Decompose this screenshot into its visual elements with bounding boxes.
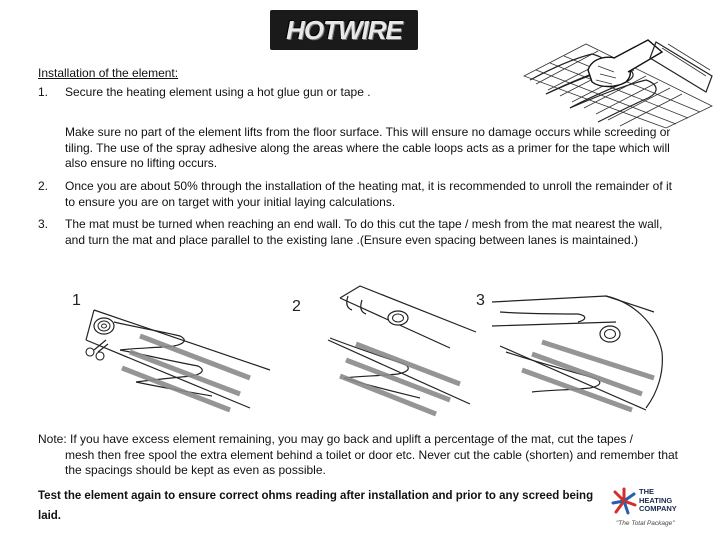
closing-instruction: Test the element again to ensure correct ohms reading after installation and prior to any screed being laid. [38,490,594,522]
step-number: 3. [38,217,49,231]
figure-label-3: 3 [476,292,485,309]
heating-cable-strips [122,336,250,410]
hand-icon [588,40,662,87]
figure-label-1: 1 [72,292,81,309]
scissors-icon [86,340,108,360]
hotwire-logo [270,10,418,50]
figure-label-2: 2 [292,298,301,315]
figure-1-illustration [80,300,280,420]
heating-company-logo [608,486,704,530]
mat-roll-icon [600,326,620,342]
step-item [38,179,688,211]
step-number: 2. [38,179,49,193]
mat-roll-icon [388,311,408,325]
starburst-icon [610,486,638,516]
mat-laying-illustration [516,36,716,130]
section-heading: Installation of the element: [38,66,179,80]
step-item [38,217,688,265]
step-text: Once you are about 50% through the installation of the heating mat, it is recommended to unroll the remainder of it to ensure you are on target with your initial laying calculations. [65,179,673,209]
step-number: 1. [38,85,49,99]
brand-name: THE HEATING COMPANY [639,487,677,513]
figure-2-illustration [300,280,480,420]
step-item [38,125,688,173]
brand-tagline: "The Total Package" [616,520,675,527]
logo-text: HOTWIRE [286,14,402,45]
step-item [38,85,688,101]
note-first-line: Note: If you have excess element remaining, you may go back and uplift a percentage of the mat, cut the tapes / [38,432,634,446]
figure-3-illustration [486,282,676,422]
note-continuation: mesh then free spool the extra element behind a toilet or door etc. Never cut the cable (shorten) and remember that the spacings should be kept as even as possible. [65,447,679,477]
step-text: Make sure no part of the element lifts from the floor surface. This will ensure no damage occurs while screeding or tiling. The use of the spray adhesive along the areas where the cable loops acts as a primer for the tape which will also ensure no lifting occurs. [65,125,671,170]
step-text: Secure the heating element using a hot glue gun or tape . [65,85,371,99]
mat-roll-icon [94,318,114,334]
heating-cable-strips [522,342,654,410]
step-text: The mat must be turned when reaching an end wall. To do this cut the tape / mesh from the mat nearest the wall, and turn the mat and place parallel to the existing lane .(Ensure even spacing between lanes is maintained.) [65,217,663,247]
heating-cable-strips [340,344,460,414]
note-paragraph [38,432,693,479]
